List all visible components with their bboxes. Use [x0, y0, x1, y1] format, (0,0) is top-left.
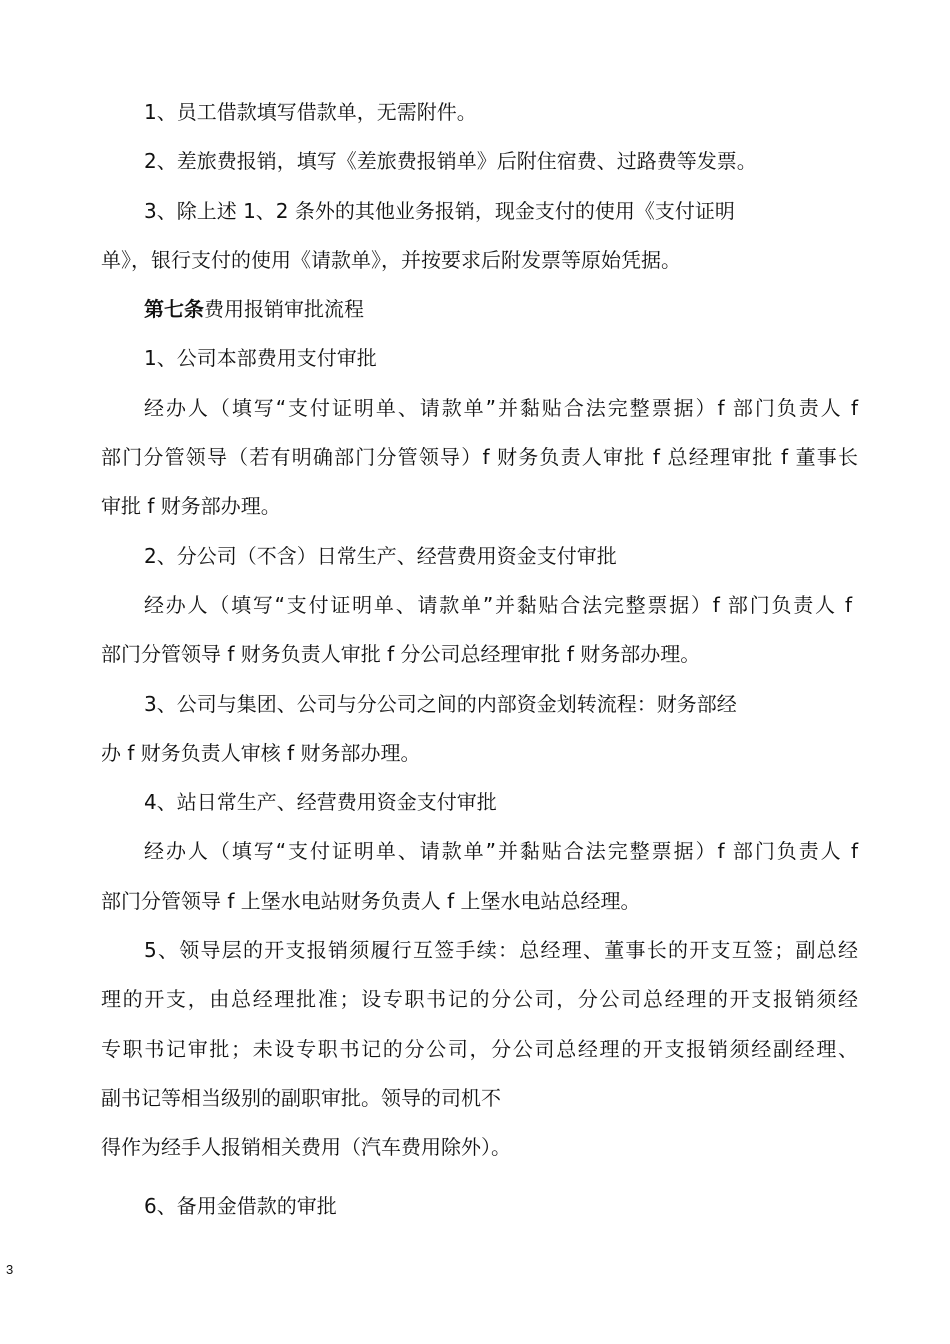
paragraph-line: 5、领导层的开支报销须履行互签手续：总经理、董事长的开支互签；副总经 [144, 938, 858, 962]
paragraph-line: 副书记等相当级别的副职审批。领导的司机不 [101, 1086, 501, 1110]
paragraph-line: 专职书记审批；未设专职书记的分公司，分公司总经理的开支报销须经副经理、 [101, 1037, 858, 1061]
article-number: 第七条 [144, 297, 204, 321]
paragraph-line: 部门分管领导 f 财务负责人审批 f 分公司总经理审批 f 财务部办理。 [101, 642, 701, 666]
paragraph-line: 1、员工借款填写借款单，无需附件。 [144, 100, 477, 124]
paragraph-line: 2、差旅费报销，填写《差旅费报销单》后附住宿费、过路费等发票。 [144, 149, 757, 173]
paragraph-line: 部门分管领导（若有明确部门分管领导）f 财务负责人审批 f 总经理审批 f 董事长 [101, 445, 858, 469]
paragraph-line: 办 f 财务负责人审核 f 财务部办理。 [101, 741, 421, 765]
paragraph-line: 部门分管领导 f 上堡水电站财务负责人 f 上堡水电站总经理。 [101, 889, 641, 913]
paragraph-line: 经办人（填写“支付证明单、请款单”并黏贴合法完整票据）f 部门负责人 f [144, 593, 852, 617]
page-number: 3 [6, 1262, 14, 1277]
paragraph-line: 2、分公司（不含）日常生产、经营费用资金支付审批 [144, 544, 617, 568]
paragraph-line: 1、公司本部费用支付审批 [144, 346, 377, 370]
paragraph-line: 经办人（填写“支付证明单、请款单”并黏贴合法完整票据）f 部门负责人 f [144, 839, 858, 863]
paragraph-line: 3、公司与集团、公司与分公司之间的内部资金划转流程：财务部经 [144, 692, 737, 716]
paragraph-line: 理的开支，由总经理批准；设专职书记的分公司，分公司总经理的开支报销须经 [101, 987, 858, 1011]
paragraph-line: 4、站日常生产、经营费用资金支付审批 [144, 790, 497, 814]
paragraph-line: 3、除上述 1、2 条外的其他业务报销，现金支付的使用《支付证明 [144, 199, 735, 223]
paragraph-line: 经办人（填写“支付证明单、请款单”并黏贴合法完整票据）f 部门负责人 f [144, 396, 858, 420]
section-heading [144, 295, 364, 323]
paragraph-line: 单》，银行支付的使用《请款单》，并按要求后附发票等原始凭据。 [101, 248, 681, 272]
paragraph-line: 6、备用金借款的审批 [144, 1194, 337, 1218]
article-title: 费用报销审批流程 [204, 297, 364, 321]
paragraph-line: 得作为经手人报销相关费用（汽车费用除外）。 [101, 1135, 511, 1159]
paragraph-line: 审批 f 财务部办理。 [101, 494, 281, 518]
